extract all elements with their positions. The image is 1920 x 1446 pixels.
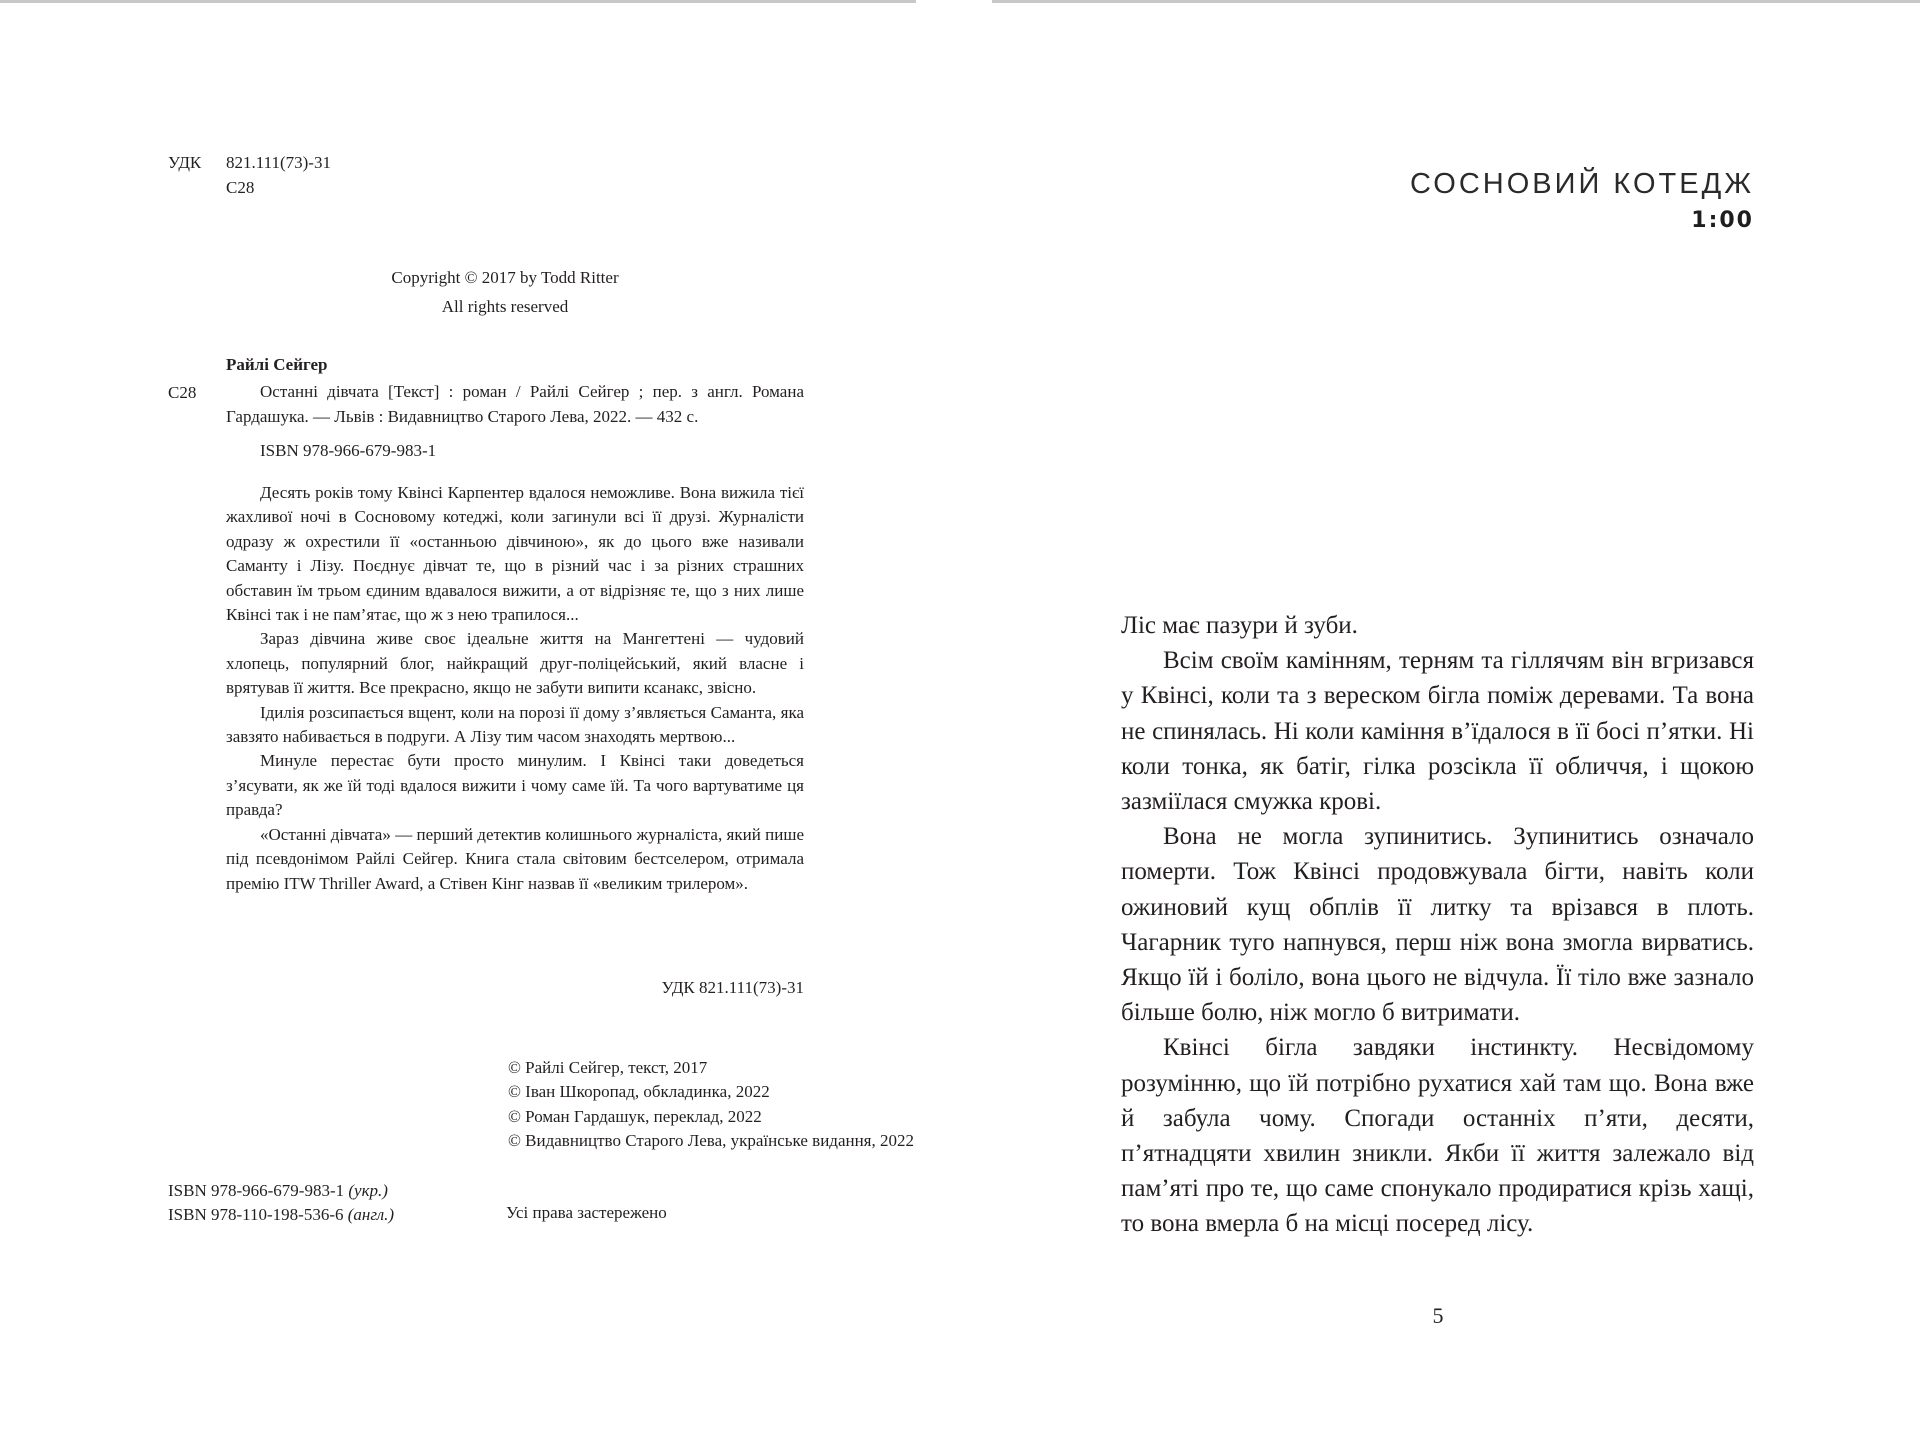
isbn-record: ISBN 978-966-679-983-1 [260,441,437,460]
udk-code: 821.111(73)-31 [226,153,331,172]
annotation-paragraph: Зараз дівчина живе своє ідеальне життя на Мангеттені — чудовий хлопець, популярний блог, найкращий друг-поліцейський, який власне і врятував її життя. Все прекрасно, якщо не забути випити ксанакс, звісно. [226,629,804,698]
rights-reserved-ua: Усі права застережено [506,1203,667,1222]
chapter-body [1121,608,1754,1242]
page-number: 5 [1432,1303,1444,1328]
rights-line: © Іван Шкоропад, обкладинка, 2022 [508,1082,770,1102]
annotation-paragraph: Десять років тому Квінсі Карпентер вдалося неможливе. Вона вижила тієї жахливої ночі в Сосновому котеджі, коли загинули всі її друзі. Журналісти одразу ж охрестили її «останньою дівчиною», як до цього вже називали Саманту і Лізу. Поєднує дівчат те, що в різний час і за різних страшних обставин їм трьом єдиним вдавалося вижити, а от відрізняє те, що з них лише Квінсі так і не пам’ятає, що ж з нею трапилося... [226,483,804,625]
chapter-title: СОСНОВИЙ КОТЕДЖ [1410,168,1754,200]
isbn-list [168,1179,394,1228]
body-paragraph: Ліс має пазури й зуби. [1121,612,1358,639]
left-page [0,0,916,1446]
isbn-eng [168,1203,394,1227]
classification-block [168,150,331,200]
rights-line: © Видавництво Старого Лева, українське видання, 2022 [508,1131,914,1151]
rights-reserved-en: All rights reserved [441,297,569,316]
isbn-ukr-number: ISBN 978-966-679-983-1 [168,1181,345,1200]
author-mark: С28 [168,383,197,402]
bbk-code: С28 [226,178,255,197]
body-paragraph: Вона не могла зупинитись. Зупинитись означало померти. Тож Квінсі продовжувала бігти, навіть коли ожиновий кущ обплів її литку та врізався в плоть. Чагарник туго напнувся, перш ніж вона змогла вирватись. Якщо їй і боліло, вона цього не відчула. Її тіло вже зазнало більше болю, ніж могло б витримати. [1121,823,1754,1027]
rights-line: © Роман Гардашук, переклад, 2022 [508,1106,762,1126]
body-paragraph: Квінсі бігла завдяки інстинкту. Несвідомому розумінню, що їй потрібно рухатися хай там що. Вона вже й забула чому. Спогади останніх п’яти, десяти, п’ятнадцяти хвилин зникли. Якби її життя залежало від пам’яті про те, що саме спонукало продиратися крізь хащі, то вона вмерла б на місці посеред лісу. [1121,1034,1754,1238]
chapter-time: 1:00 [1691,208,1754,233]
body-paragraph: Всім своїм камінням, терням та гіллячям він вгризався у Квінсі, коли та з вереском бігла поміж деревами. Та вона не спинялась. Ні коли каміння в’їдалося в її босі п’ятки. Ні коли тонка, як батіг, гілка розсікла її обличчя, і щокою зазміїлася смужка крові. [1121,647,1754,816]
isbn-eng-note: (англ.) [347,1205,395,1225]
author-heading: Райлі Сейгер [226,355,328,374]
copyright-holders [508,1056,914,1154]
isbn-ukr-note: (укр.) [348,1181,388,1200]
annotation-paragraph: Минуле перестає бути просто минулим. І Квінсі таки доведеться з’ясувати, як же їй тоді вдалося вижити і чому саме їй. Та чого вартуватиме ця правда? [226,751,804,820]
right-page [992,0,1920,1446]
bibliographic-record: Останні дівчата [Текст] : роман / Райлі Сейгер ; пер. з англ. Романа Гардашука. — Львів : Видавництво Старого Лева, 2022. — 432 с. [226,382,804,426]
isbn-eng-number: ISBN 978-110-198-536-6 [168,1205,344,1225]
isbn-ukr [168,1179,394,1203]
udk-label: УДК [168,153,202,172]
copyright-notice [340,263,670,321]
copyright-line: Copyright © 2017 by Todd Ritter [391,268,619,287]
udk-bottom: УДК 821.111(73)-31 [661,978,804,997]
annotation-paragraph: Ідилія розсипається вщент, коли на порозі її дому з’являється Саманта, яка завзято набивається в подруги. А Лізу тим часом знаходять мертвою... [226,702,804,747]
top-divider [992,0,1920,3]
rights-line: © Райлі Сейгер, текст, 2017 [508,1058,708,1077]
top-divider [0,0,916,3]
annotation-paragraph: «Останні дівчата» — перший детектив колишнього журналіста, який пише під псевдонімом Райлі Сейгер. Книга стала світовим бестселером, отримала премію ITW Thriller Award, а Стівен Кінг назвав її «великим трилером». [226,824,804,893]
annotation [226,481,804,896]
